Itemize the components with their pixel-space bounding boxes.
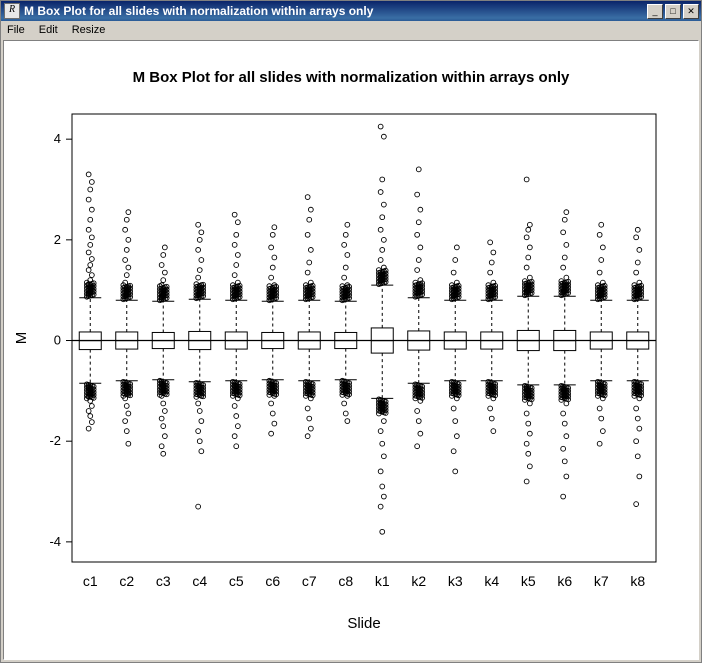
outlier-point <box>196 248 201 253</box>
outlier-point <box>416 220 421 225</box>
outlier-point <box>124 273 129 278</box>
outlier-point <box>564 434 569 439</box>
outlier-point <box>489 416 494 421</box>
outlier-point <box>199 419 204 424</box>
outlier-point <box>86 250 91 255</box>
outlier-point <box>162 434 167 439</box>
outlier-point <box>634 235 639 240</box>
outlier-point <box>597 232 602 237</box>
outlier-point <box>234 444 239 449</box>
outlier-point <box>305 406 310 411</box>
outlier-point <box>564 474 569 479</box>
y-axis-label: M <box>13 331 30 345</box>
outlier-point <box>451 406 456 411</box>
outlier-point <box>561 411 566 416</box>
x-axis-tick-label: c7 <box>301 573 317 589</box>
outlier-point <box>453 258 458 263</box>
outlier-point <box>89 235 94 240</box>
outlier-point <box>89 273 94 278</box>
outlier-point <box>305 195 310 200</box>
outlier-point <box>635 227 640 232</box>
plot-title: M Box Plot for all slides with normalization within arrays only <box>132 69 570 86</box>
outlier-point <box>308 207 313 212</box>
outlier-point <box>126 441 131 446</box>
box-group <box>152 245 174 456</box>
outlier-point <box>562 421 567 426</box>
x-axis-tick-label: c1 <box>82 573 98 589</box>
outlier-point <box>381 419 386 424</box>
outlier-point <box>161 401 166 406</box>
close-button[interactable]: ✕ <box>683 4 699 19</box>
outlier-point <box>454 434 459 439</box>
outlier-point <box>86 268 91 273</box>
outlier-point <box>453 419 458 424</box>
window-title: M Box Plot for all slides with normalization within arrays only <box>24 4 374 18</box>
outlier-point <box>600 245 605 250</box>
box-group <box>517 177 539 484</box>
outlier-point <box>123 227 128 232</box>
outlier-point <box>454 245 459 250</box>
outlier-point <box>451 270 456 275</box>
x-axis-tick-label: c4 <box>192 573 208 589</box>
outlier-point <box>124 429 129 434</box>
outlier-point <box>123 419 128 424</box>
outlier-point <box>634 502 639 507</box>
box-group <box>262 225 284 436</box>
outlier-point <box>634 439 639 444</box>
outlier-point <box>597 441 602 446</box>
x-axis-tick-label: k2 <box>411 573 427 589</box>
outlier-point <box>524 177 529 182</box>
x-axis-tick-label: k7 <box>593 573 609 589</box>
box-group <box>79 172 101 431</box>
outlier-point <box>86 426 91 431</box>
box-group <box>554 210 576 499</box>
outlier-point <box>378 124 383 129</box>
x-axis-tick-label: c6 <box>265 573 281 589</box>
outlier-point <box>524 479 529 484</box>
outlier-point <box>232 404 237 409</box>
outlier-point <box>599 222 604 227</box>
outlier-point <box>88 217 93 222</box>
outlier-point <box>269 401 274 406</box>
outlier-point <box>235 220 240 225</box>
plot-client-area <box>3 40 699 660</box>
maximize-button[interactable]: □ <box>665 4 681 19</box>
outlier-point <box>527 431 532 436</box>
box-group <box>408 167 430 449</box>
outlier-point <box>235 424 240 429</box>
outlier-point <box>635 454 640 459</box>
outlier-point <box>378 227 383 232</box>
outlier-point <box>307 260 312 265</box>
menu-item-file[interactable]: File <box>7 24 25 36</box>
outlier-point <box>488 270 493 275</box>
outlier-point <box>564 210 569 215</box>
outlier-point <box>308 426 313 431</box>
outlier-point <box>86 197 91 202</box>
outlier-point <box>524 265 529 270</box>
outlier-point <box>199 230 204 235</box>
menu-bar <box>1 21 701 39</box>
outlier-point <box>272 421 277 426</box>
outlier-point <box>305 270 310 275</box>
menu-item-edit[interactable]: Edit <box>38 24 58 36</box>
x-axis-tick-label: k5 <box>520 573 536 589</box>
outlier-point <box>488 240 493 245</box>
box-group <box>189 222 211 509</box>
outlier-point <box>305 232 310 237</box>
outlier-point <box>162 245 167 250</box>
y-axis-tick-label: 0 <box>53 332 61 348</box>
outlier-point <box>197 409 202 414</box>
outlier-point <box>526 451 531 456</box>
outlier-point <box>378 258 383 263</box>
outlier-point <box>272 225 277 230</box>
outlier-point <box>269 275 274 280</box>
plot-canvas <box>4 41 698 657</box>
y-axis-tick-label: 2 <box>53 231 61 247</box>
window-controls <box>647 4 699 19</box>
outlier-point <box>197 439 202 444</box>
outlier-point <box>89 257 94 262</box>
outlier-point <box>124 217 129 222</box>
outlier-point <box>380 484 385 489</box>
outlier-point <box>637 426 642 431</box>
x-axis-tick-label: k8 <box>630 573 646 589</box>
x-axis-tick-label: k4 <box>484 573 500 589</box>
outlier-point <box>269 431 274 436</box>
outlier-point <box>232 212 237 217</box>
menu-item-resize[interactable]: Resize <box>71 24 106 36</box>
outlier-point <box>196 504 201 509</box>
outlier-point <box>597 406 602 411</box>
outlier-point <box>88 242 93 247</box>
outlier-point <box>416 419 421 424</box>
outlier-point <box>123 258 128 263</box>
outlier-point <box>161 451 166 456</box>
outlier-point <box>489 260 494 265</box>
outlier-point <box>562 459 567 464</box>
outlier-point <box>378 190 383 195</box>
outlier-point <box>270 232 275 237</box>
outlier-point <box>124 404 129 409</box>
outlier-point <box>561 230 566 235</box>
outlier-point <box>380 441 385 446</box>
outlier-point <box>199 258 204 263</box>
outlier-point <box>453 469 458 474</box>
outlier-point <box>561 494 566 499</box>
outlier-point <box>197 268 202 273</box>
outlier-point <box>196 401 201 406</box>
outlier-point <box>637 248 642 253</box>
outlier-point <box>381 454 386 459</box>
outlier-point <box>561 446 566 451</box>
outlier-point <box>272 255 277 260</box>
outlier-point <box>88 187 93 192</box>
outlier-point <box>343 232 348 237</box>
outlier-point <box>599 258 604 263</box>
x-axis-tick-label: k6 <box>557 573 573 589</box>
outlier-point <box>415 444 420 449</box>
title-bar <box>1 1 701 21</box>
outlier-point <box>378 429 383 434</box>
outlier-point <box>416 167 421 172</box>
r-logo-icon: R <box>4 3 20 19</box>
outlier-point <box>564 401 569 406</box>
outlier-point <box>415 268 420 273</box>
outlier-point <box>196 275 201 280</box>
y-axis-tick-label: -2 <box>49 433 61 449</box>
box-group <box>298 195 320 439</box>
outlier-point <box>491 429 496 434</box>
outlier-point <box>343 265 348 270</box>
box-group <box>481 240 503 434</box>
x-axis-tick-label: c3 <box>155 573 171 589</box>
outlier-point <box>418 245 423 250</box>
outlier-point <box>342 275 347 280</box>
outlier-point <box>634 406 639 411</box>
outlier-point <box>232 434 237 439</box>
outlier-point <box>196 222 201 227</box>
x-axis-tick-label: k1 <box>374 573 390 589</box>
outlier-point <box>159 263 164 268</box>
x-axis-tick-label: k3 <box>447 573 463 589</box>
outlier-point <box>380 177 385 182</box>
box-group <box>371 124 393 534</box>
outlier-point <box>526 255 531 260</box>
outlier-point <box>88 263 93 268</box>
outlier-point <box>269 245 274 250</box>
x-axis-tick-label: c2 <box>119 573 135 589</box>
outlier-point <box>86 172 91 177</box>
outlier-point <box>126 265 131 270</box>
outlier-point <box>378 504 383 509</box>
outlier-point <box>197 237 202 242</box>
outlier-point <box>491 250 496 255</box>
outlier-point <box>234 263 239 268</box>
box-group <box>590 222 612 446</box>
outlier-point <box>527 275 532 280</box>
outlier-point <box>418 431 423 436</box>
box-group <box>627 227 649 506</box>
y-axis-tick-label: -4 <box>49 533 61 549</box>
outlier-point <box>89 180 94 185</box>
box-group <box>335 222 357 423</box>
outlier-point <box>635 416 640 421</box>
outlier-point <box>415 232 420 237</box>
outlier-point <box>161 253 166 258</box>
outlier-point <box>234 414 239 419</box>
outlier-point <box>527 245 532 250</box>
outlier-point <box>162 270 167 275</box>
outlier-point <box>199 449 204 454</box>
outlier-point <box>232 273 237 278</box>
outlier-point <box>416 258 421 263</box>
outlier-point <box>159 416 164 421</box>
outlier-point <box>342 401 347 406</box>
outlier-point <box>415 192 420 197</box>
outlier-point <box>488 406 493 411</box>
outlier-point <box>381 134 386 139</box>
box-group <box>225 212 247 448</box>
outlier-point <box>451 449 456 454</box>
box-group <box>444 245 466 474</box>
outlier-point <box>418 207 423 212</box>
outlier-point <box>526 227 531 232</box>
outlier-point <box>381 237 386 242</box>
outlier-point <box>524 235 529 240</box>
outlier-point <box>526 421 531 426</box>
outlier-point <box>378 469 383 474</box>
x-axis-tick-label: c8 <box>338 573 354 589</box>
outlier-point <box>161 424 166 429</box>
x-axis-tick-label: c5 <box>228 573 244 589</box>
outlier-point <box>527 464 532 469</box>
outlier-point <box>88 414 93 419</box>
outlier-point <box>527 401 532 406</box>
outlier-point <box>634 270 639 275</box>
outlier-point <box>599 416 604 421</box>
outlier-point <box>564 242 569 247</box>
outlier-point <box>342 242 347 247</box>
outlier-point <box>381 202 386 207</box>
outlier-point <box>307 217 312 222</box>
outlier-point <box>635 260 640 265</box>
x-axis-label: Slide <box>347 615 381 632</box>
box-plot <box>4 41 698 659</box>
outlier-point <box>343 411 348 416</box>
outlier-point <box>89 404 94 409</box>
outlier-point <box>86 227 91 232</box>
outlier-point <box>307 416 312 421</box>
outlier-point <box>196 429 201 434</box>
outlier-point <box>161 278 166 283</box>
outlier-point <box>562 217 567 222</box>
outlier-point <box>126 237 131 242</box>
outlier-point <box>235 253 240 258</box>
outlier-point <box>380 529 385 534</box>
outlier-point <box>524 441 529 446</box>
outlier-point <box>234 232 239 237</box>
outlier-point <box>270 265 275 270</box>
minimize-button[interactable]: _ <box>647 4 663 19</box>
outlier-point <box>126 210 131 215</box>
outlier-point <box>562 255 567 260</box>
outlier-point <box>86 409 91 414</box>
outlier-point <box>524 411 529 416</box>
outlier-point <box>159 444 164 449</box>
outlier-point <box>126 411 131 416</box>
outlier-point <box>600 429 605 434</box>
box-group <box>116 210 138 446</box>
outlier-point <box>345 419 350 424</box>
outlier-point <box>380 248 385 253</box>
outlier-point <box>561 265 566 270</box>
outlier-point <box>308 248 313 253</box>
outlier-point <box>232 242 237 247</box>
outlier-point <box>345 222 350 227</box>
outlier-point <box>89 207 94 212</box>
outlier-point <box>124 248 129 253</box>
outlier-point <box>270 411 275 416</box>
outlier-point <box>637 474 642 479</box>
outlier-point <box>564 275 569 280</box>
outlier-point <box>89 420 94 425</box>
outlier-point <box>345 253 350 258</box>
outlier-point <box>380 215 385 220</box>
outlier-point <box>305 434 310 439</box>
y-axis-tick-label: 4 <box>53 131 61 147</box>
outlier-point <box>527 222 532 227</box>
outlier-point <box>162 409 167 414</box>
outlier-point <box>415 409 420 414</box>
outlier-point <box>381 494 386 499</box>
outlier-point <box>597 270 602 275</box>
